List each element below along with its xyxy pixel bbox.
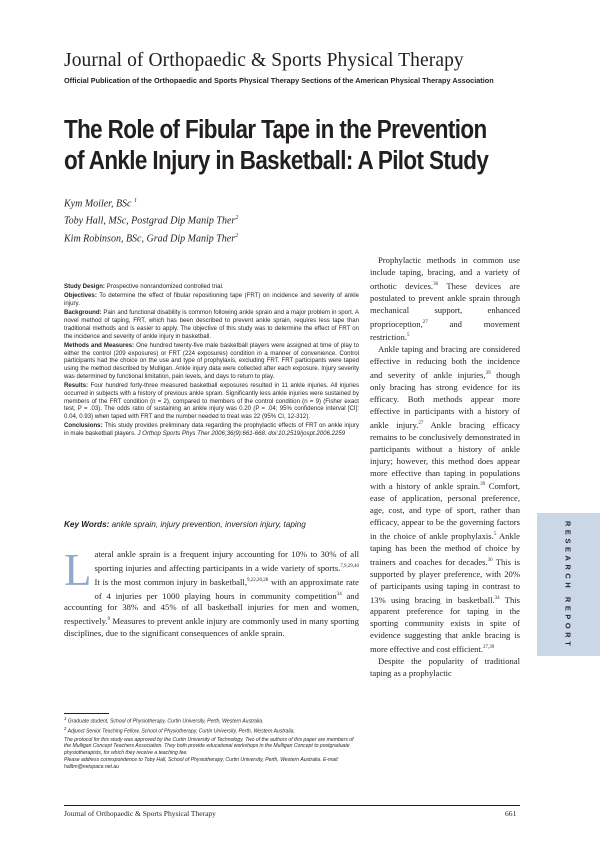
section-tab-label: RESEARCH REPORT: [563, 520, 573, 650]
intro-paragraph: Lateral ankle sprain is a frequent injury accounting for 10% to 30% of all sporting injuries and affecting participants in a wide variety of sports.$^{7,9,29,40}$ It is the most common injury in basketball,$^{9,22,26,28}$ with an approximate rate of 4 injuries per 1000 playing hours in community competition$^{34}$ and accounting for 38% and 45% of all basketball injuries for men and women, respectively.$^9$ Measures to prevent ankle injury are commonly used in many sporting disciplines, due to the significant consequences of ankle sprain.: [64, 545, 359, 638]
journal-subtitle: Official Publication of the Orthopaedic and Sports Physical Therapy Sections of the American Physical Therapy Association: [64, 76, 494, 85]
abstract-results: Results: Four hundred forty-three measured basketball exposures resulted in 11 ankle injuries. All injuries occurred in subjects with a history of previous ankle sprain. Significantly less ankle injuries were sustained by members of the FRT condition (n = 2), compared to members of the control condition (n = 9) (Fisher exact test, P = .03). The odds ratio of sustaining an ankle injury was 0.20 (P = .04; 95% confidence interval [CI]: 0.04, 0.93) when taped with FRT and the number needed to treat was 22 (95% CI, 12-312).: [64, 382, 359, 420]
abstract-design: Study Design: Prospective nonrandomized controlled trial.: [64, 283, 224, 290]
footnote-divider: [64, 713, 109, 714]
article-title-line-2: of Ankle Injury in Basketball: A Pilot Study: [64, 147, 489, 175]
drop-cap: L: [64, 545, 92, 595]
footnote: $^1$ Graduate student, School of Physiotherapy, Curtin University, Perth, Western Australia.: [64, 716, 264, 725]
article-title-line-1: The Role of Fibular Tape in the Prevention: [64, 116, 487, 144]
abstract-background: Background: Pain and functional disability is common following ankle sprain and a major problem in sport. A novel method of taping, FRT, which has been described to prevent ankle sprain, requires less tape than traditional methods and is easier to apply. The objective of this study was to determine the effect of FRT on the incidence and severity of ankle injury in basketball.: [64, 309, 359, 340]
keywords: Key Words: ankle sprain, injury prevention, inversion injury, taping: [64, 520, 306, 529]
abstract-methods: Methods and Measures: One hundred twenty-five male basketball players were assigned at time of play to either the control (209 exposures) or FRT (224 exposures) condition in a manner of convenience. Control participants had the choice on the use and type of prophylaxis, excluding FRT. FRT participants were taped using the method described by Mulligan. Ankle injury data were collected after each exposure. Injury severity was determined by functional limitation, pain levels, and days to return to play.: [64, 341, 359, 380]
paragraph: Despite the popularity of traditional taping as a prophylactic: [370, 656, 520, 679]
footnote: The protocol for this study was approved by the Curtin University of Technology. Two of the authors of this paper are members of the Mulligan Concept Teachers Association. They both provide educational workshops in the Mulligan Concept to postgraduate physiotherapists, for which they receive a teaching fee.: [64, 736, 354, 756]
right-column: [370, 255, 520, 680]
author-list: [64, 194, 238, 246]
footnotes: [64, 716, 356, 772]
journal-title: Journal of Orthopaedic & Sports Physical Therapy: [64, 50, 464, 71]
article-title: [64, 115, 489, 177]
author: Toby Hall, MSc, Postgrad Dip Manip Ther$^2$: [64, 215, 239, 227]
author: Kim Robinson, BSc, Grad Dip Manip Ther$^2$: [64, 232, 239, 244]
footer-journal: Journal of Orthopaedic & Sports Physical Therapy: [64, 809, 216, 818]
abstract: [64, 283, 359, 439]
footnote: Please address correspondence to Toby Hall, School of Physiotherapy, Curtin University, Perth, Western Australia. E-mail: halltm@netspace.net.au: [64, 757, 339, 770]
citation: J Orthop Sports Phys Ther 2006;36(9):661-668. doi:10.2519/jospt.2006.2259: [137, 430, 346, 437]
page-number: 661: [505, 809, 517, 818]
author: Kym Moiler, BSc $^1$: [64, 198, 137, 210]
footnote: $^2$ Adjunct Senior Teaching Fellow, School of Physiotherapy, Curtin University, Perth, Western Australia.: [64, 726, 295, 735]
section-tab-label-box: [546, 517, 590, 653]
abstract-conclusions: Conclusions: This study provides preliminary data regarding the prophylactic effects of FRT on ankle injury in male basketball players. J Orthop Sports Phys Ther 2006;36(9):661-668. doi:10.2519/jospt.2006.2259: [64, 422, 359, 437]
paragraph: Prophylactic methods in common use include taping, bracing, and a variety of orthotic devices.$^{36}$ These devices are postulated to prevent ankle sprain through mechanical support, enhanced proprioception,$^{27}$ and movement restriction.$^5$: [370, 255, 520, 343]
abstract-objectives: Objectives: To determine the effect of fibular repositioning tape (FRT) on incidence and severity of ankle injury.: [64, 292, 359, 307]
paragraph: Ankle taping and bracing are considered effective in reducing both the incidence and severity of ankle injuries,$^{39}$ though only bracing has strong evidence for its efficacy. Both methods appear more effective in participants with a history of ankle injury.$^{27}$ Ankle bracing efficacy remains to be conclusively demonstrated in participants without a history of ankle injury; however, this method does appear more effective than taping in populations with a history of ankle sprain.$^{39}$ Comfort, ease of application, personal preference, age, cost, and type of sport, rather than efficacy, appear to be the governing factors in the choice of ankle prophylaxis.$^5$ Ankle taping has been the method of choice by trainers and coaches for decades.$^{36}$ This is supported by player preference, with 20% of participants using taping in contrast to 13% using bracing in basketball.$^{34}$ This apparent preference for taping in the sporting community exists in spite of evidence suggesting that ankle bracing is more effective and cost efficient.$^{27,39}$: [370, 344, 520, 655]
footer-divider: [64, 805, 520, 806]
